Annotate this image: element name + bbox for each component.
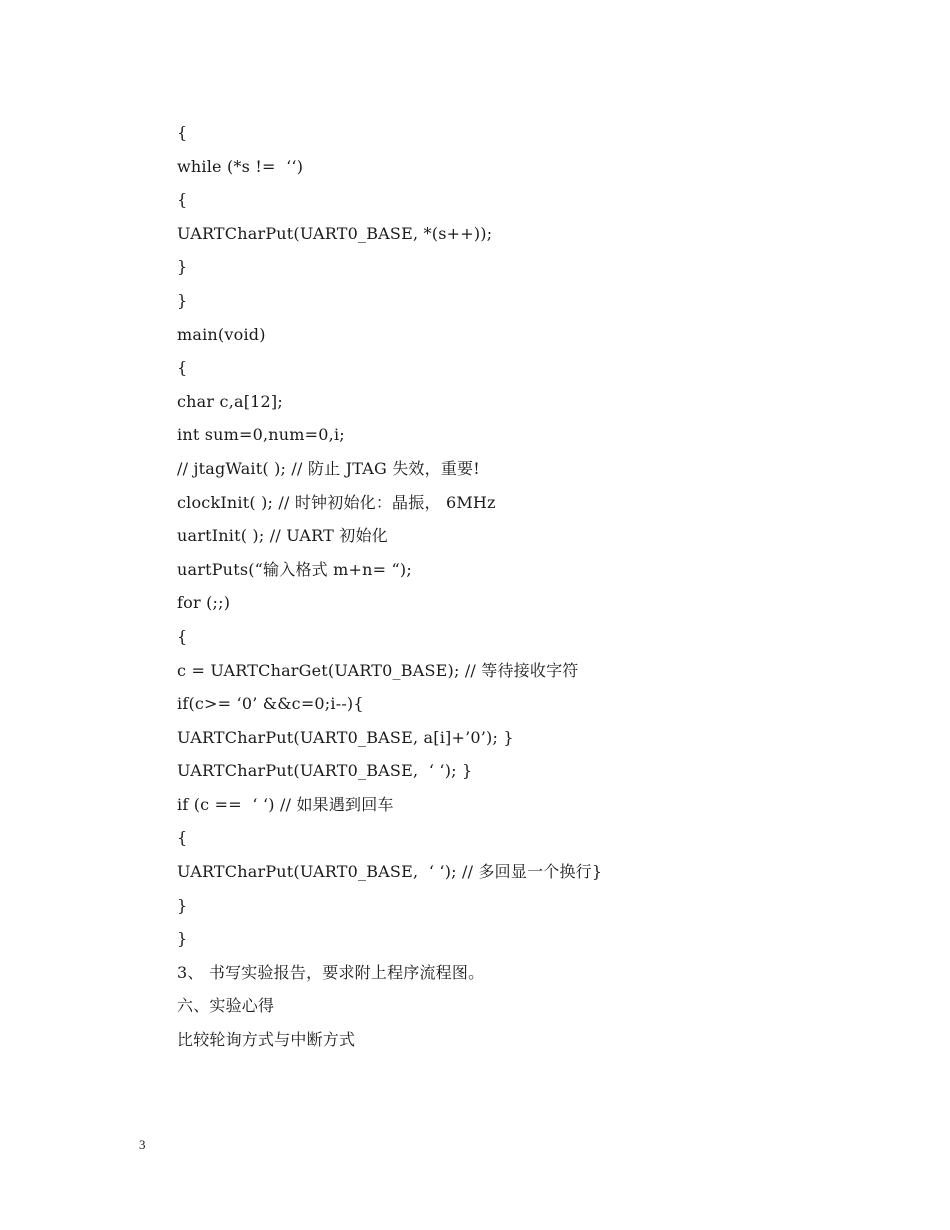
code-line: UARTCharPut(UART0_BASE, ‘ ‘); // 多回显一个换行} [177,862,603,882]
code-line: } [177,895,188,915]
code-line: c = UARTCharGet(UART0_BASE); // 等待接收字符 [177,660,579,680]
code-line: uartPuts(“输入格式 m+n= “); [177,559,412,579]
code-line: UARTCharPut(UART0_BASE, ‘ ‘); } [177,761,473,781]
code-line: { [177,828,188,848]
code-line: for (;;) [177,593,231,613]
code-line: // jtagWait( ); // 防止 JTAG 失效，重要! [177,458,480,478]
report-instruction: 3、 书写实验报告，要求附上程序流程图。 [177,962,485,982]
code-line: } [177,290,188,310]
code-line: char c,a[12]; [177,391,283,411]
section-heading: 六、实验心得 [177,996,275,1016]
code-line: UARTCharPut(UART0_BASE, *(s++)); [177,223,493,243]
code-line: { [177,626,188,646]
code-line: { [177,123,188,142]
code-line: { [177,358,188,378]
code-line: uartInit( ); // UART 初始化 [177,526,388,546]
code-line: if (c == ‘ ‘) // 如果遇到回车 [177,794,394,814]
code-line: int sum=0,num=0,i; [177,425,345,445]
document-body [177,116,877,1057]
code-line: clockInit( ); // 时钟初始化：晶振， 6MHz [177,492,496,512]
page-number: 3 [139,1137,146,1152]
code-line: while (*s != ‘‘) [177,156,304,176]
code-line: UARTCharPut(UART0_BASE, a[i]+’0’); } [177,727,514,747]
paragraph-text: 比较轮询方式与中断方式 [177,1030,356,1050]
code-line: if(c>= ‘0’ &&c=0;i--){ [177,694,364,714]
code-line: } [177,257,188,277]
code-line: } [177,929,188,949]
code-line: { [177,190,188,210]
code-line: main(void) [177,324,266,344]
